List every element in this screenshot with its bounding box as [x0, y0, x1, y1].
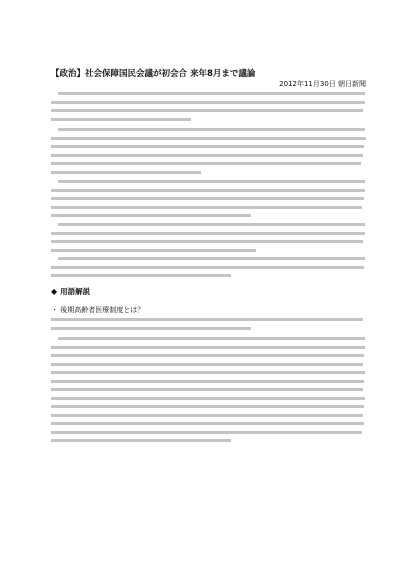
article-paragraph-1 [51, 92, 367, 126]
article-headline: 【政治】社会保障国民会議が初会合 来年8月まで議論 [51, 69, 256, 79]
glossary-question: ・ 後期高齢者医療制度とは？ [51, 306, 145, 314]
article-paragraph-3 [51, 180, 367, 223]
glossary-paragraph-2 [51, 337, 367, 448]
article-paragraph-4 [51, 223, 367, 257]
article-dateline: 2012年11月30日 朝日新聞 [279, 80, 366, 88]
glossary-heading [51, 286, 90, 297]
glossary-paragraph-1 [51, 318, 367, 335]
diamond-icon: ◆ [51, 287, 58, 296]
article-paragraph-2 [51, 128, 367, 179]
article-paragraph-5 [51, 257, 367, 283]
glossary-heading-text: 用語解説 [60, 287, 91, 296]
